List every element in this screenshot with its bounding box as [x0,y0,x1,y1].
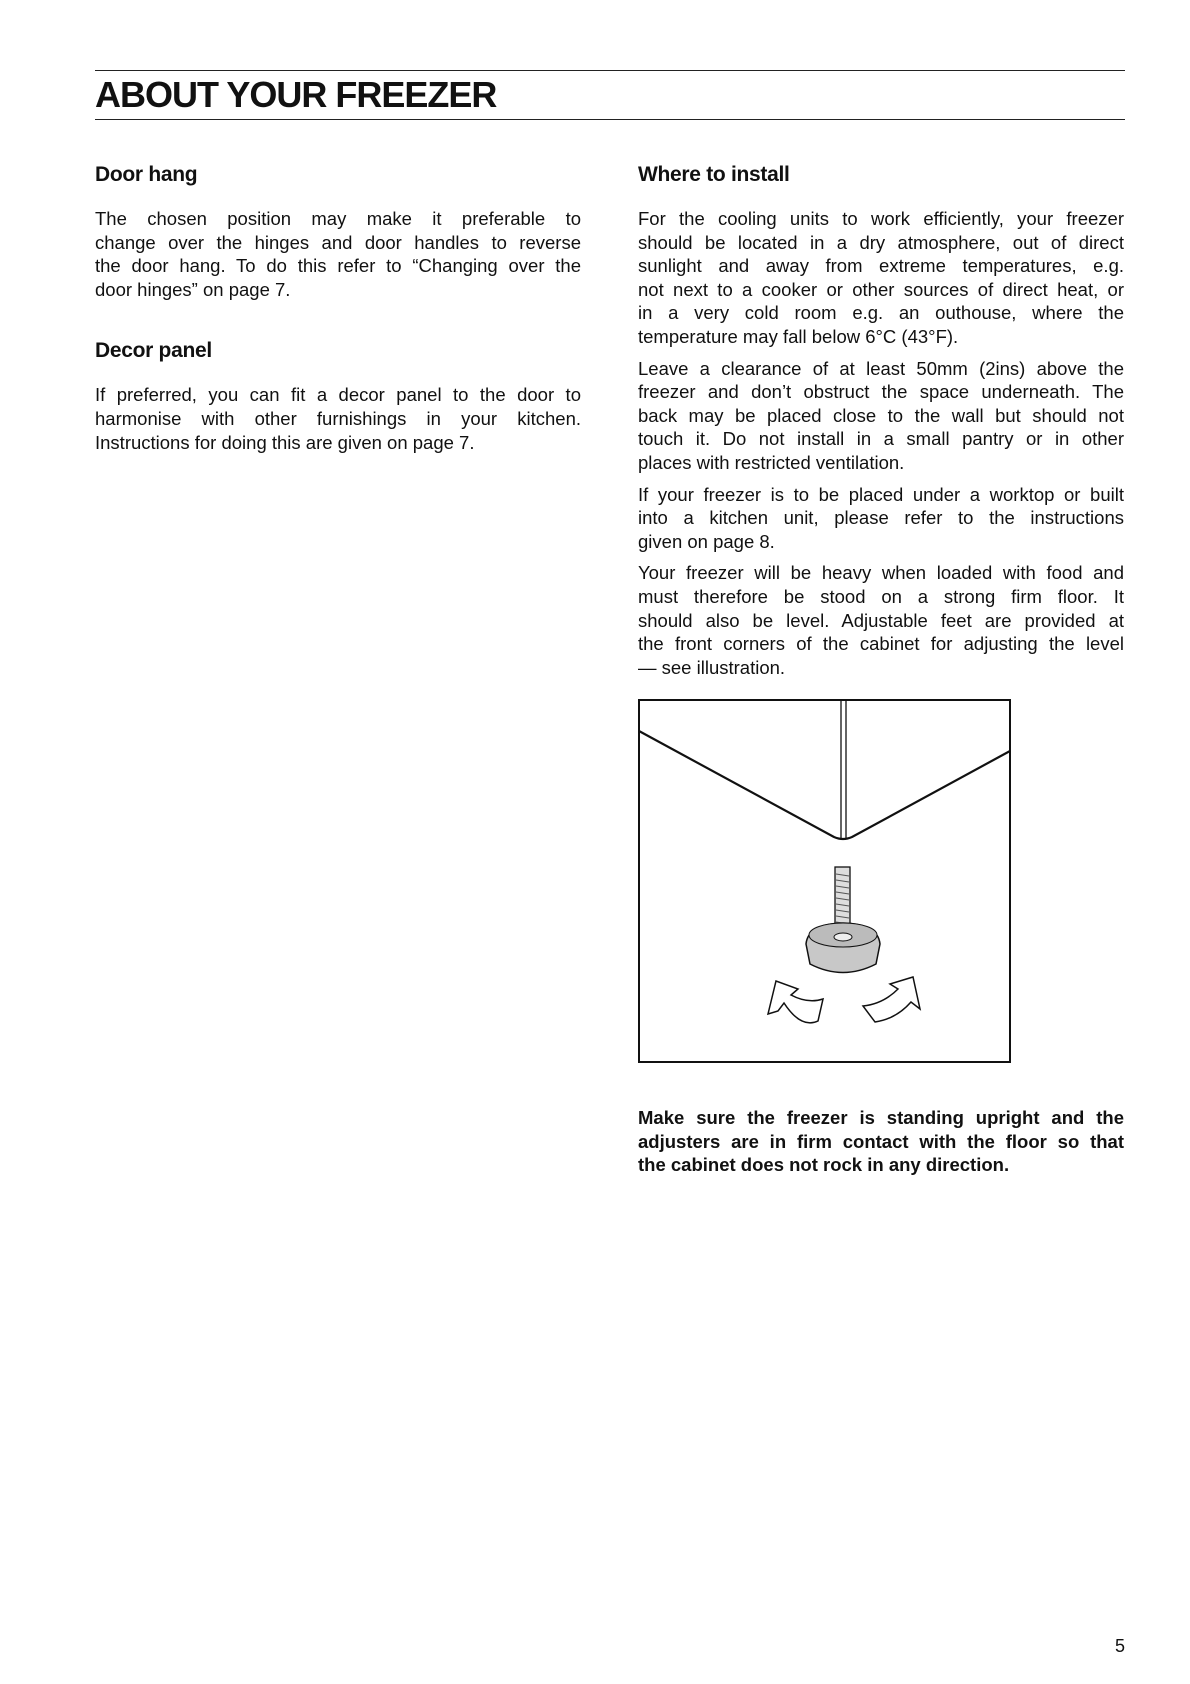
decor-panel-text [95,383,581,454]
text-line: For the cooling units to work efficiently, your freezer [638,208,1124,229]
title-rule [95,119,1125,120]
top-rule [95,70,1125,71]
text-line: change over the hinges and door handles to reverse [95,231,581,253]
text-line: harmonise with other furnishings in your kitchen. [95,407,581,429]
text-line: sunlight and away from extreme temperatures, e.g. [638,255,1124,277]
decor-panel-heading: Decor panel [95,339,212,363]
text-line: in a very cold room e.g. an outhouse, where the [638,302,1124,324]
text-line: The chosen position may make it preferable to [95,208,581,229]
page-title: ABOUT YOUR FREEZER [95,74,497,115]
install-paragraph-1 [638,207,1124,349]
where-to-install-heading: Where to install [638,163,790,186]
text-line: must therefore be stood on a strong firm floor. It [638,585,1124,607]
install-paragraph-3 [638,483,1124,554]
text-line: touch it. Do not install in a small pantry or in other [638,428,1124,450]
text-line: not next to a cooker or other sources of direct heat, or [638,278,1124,300]
text-line: Instructions for doing this are given on page 7. [95,431,475,453]
text-line: the door hang. To do this refer to “Changing over the [95,255,581,277]
text-line: the cabinet does not rock in any direction. [638,1154,1010,1176]
text-line: If your freezer is to be placed under a worktop or built [638,483,1124,505]
text-line: — see illustration. [638,656,786,678]
install-paragraph-2 [638,357,1124,475]
text-line: adjusters are in firm contact with the floor so that [638,1130,1124,1152]
text-line: places with restricted ventilation. [638,451,905,473]
text-line: Your freezer will be heavy when loaded with food and [638,562,1124,584]
left-column [95,163,581,462]
page-number: 5 [1115,1636,1126,1656]
text-line: should also be level. Adjustable feet are provided at [638,609,1124,631]
text-line: freezer and don’t obstruct the space underneath. The [638,381,1124,403]
text-line: door hinges” on page 7. [95,278,291,300]
text-line: Make sure the freezer is standing upright and the [638,1107,1124,1128]
text-line: If preferred, you can fit a decor panel to the door to [95,384,581,406]
door-hang-text [95,207,581,301]
text-line: temperature may fall below 6°C (43°F). [638,325,959,347]
warning-note [638,1106,1124,1177]
text-line: Leave a clearance of at least 50mm (2ins) above the [638,357,1124,379]
right-column [638,163,1124,687]
door-hang-heading: Door hang [95,163,198,186]
text-line: back may be placed close to the wall but should not [638,404,1124,426]
text-line: should be located in a dry atmosphere, out of direct [638,231,1124,253]
install-paragraph-4 [638,561,1124,679]
text-line: given on page 8. [638,530,775,552]
text-line: into a kitchen unit, please refer to the instructions [638,507,1124,529]
text-line: the front corners of the cabinet for adjusting the level [638,633,1124,655]
adjustable-foot-illustration [638,699,1012,1065]
